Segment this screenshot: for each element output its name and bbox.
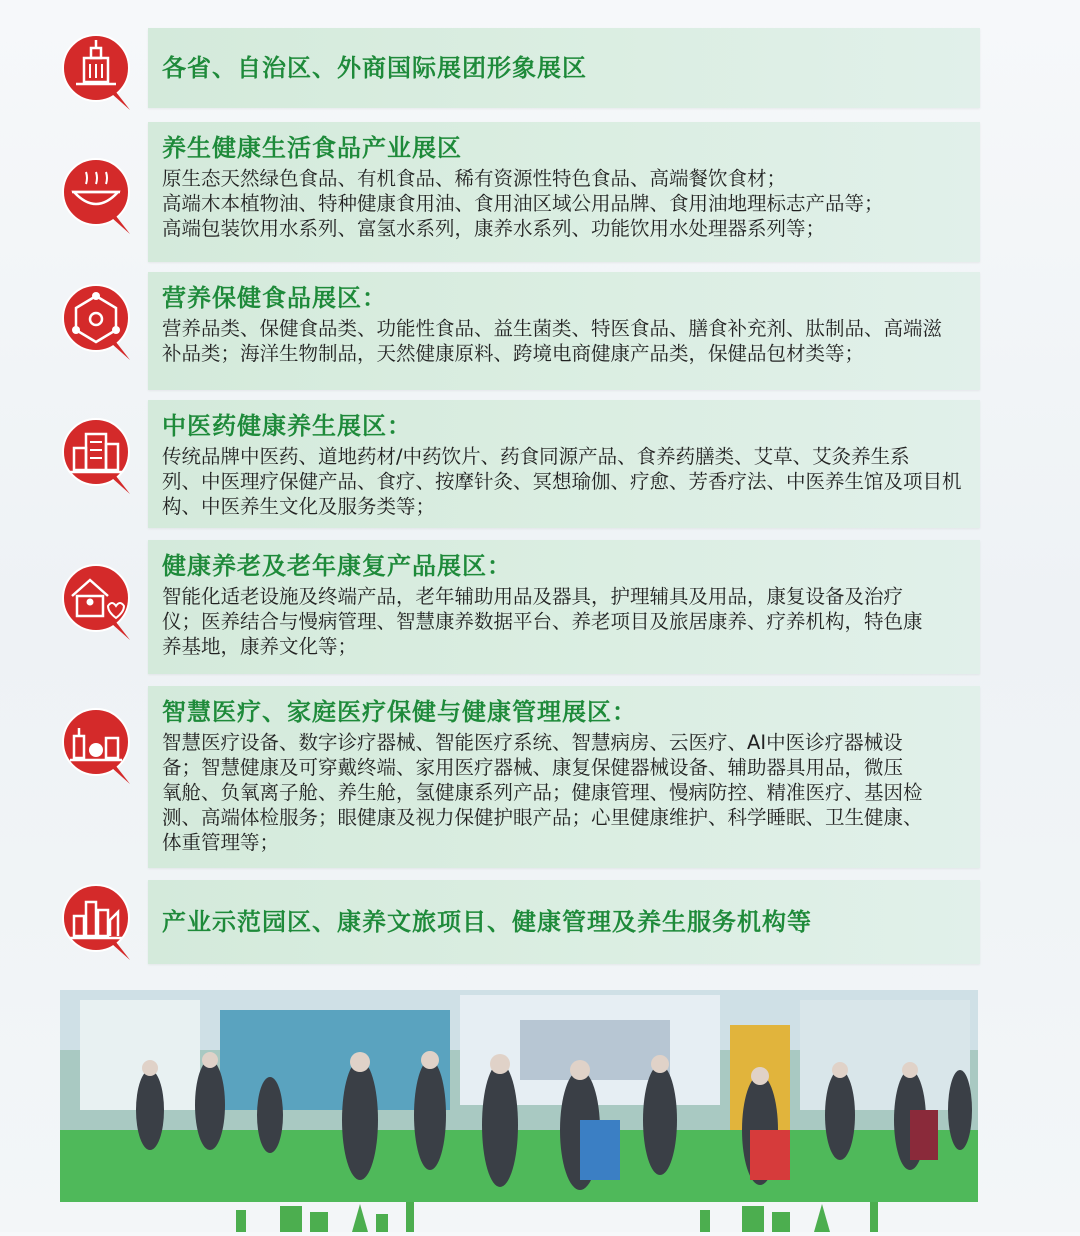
zone-6 (60, 686, 980, 868)
zone-line: 养基地，康养文化等； (162, 635, 358, 658)
medical-device-icon (60, 706, 132, 778)
zone-line: 高端包装饮用水系列、富氢水系列，康养水系列、功能饮用水处理器系列等； (162, 217, 826, 240)
zone-line: 智慧医疗设备、数字诊疗器械、智能医疗系统、智慧病房、云医疗、AI中医诊疗器械设 (162, 731, 903, 754)
zone-title: 智慧医疗、家庭医疗保健与健康管理展区： (162, 698, 637, 726)
zone-line: 氧舱、负氧离子舱、养生舱，氢健康系列产品；健康管理、慢病防控、精准医疗、基因检 (162, 781, 923, 804)
food-bowl-icon (60, 156, 132, 228)
decorative-skyline (0, 1202, 1080, 1232)
zone-line: 测、高端体检服务；眼健康及视力保健护眼产品；心里健康维护、科学睡眠、卫生健康、 (162, 806, 923, 829)
zone-7 (60, 880, 980, 964)
zone-line: 仪；医养结合与慢病管理、智慧康养数据平台、养老项目及旅居康养、疗养机构，特色康 (162, 610, 923, 633)
zone-panel (148, 540, 980, 674)
zone-line: 智能化适老设施及终端产品，老年辅助用品及器具，护理辅具及用品，康复设备及治疗 (162, 585, 904, 608)
zone-line: 备；智慧健康及可穿戴终端、家用医疗器械、康复保健器械设备、辅助器具用品，微压 (162, 756, 904, 779)
zone-line: 传统品牌中医药、道地药材/中药饮片、药食同源产品、食养药膳类、艾草、艾灸养生系 (162, 445, 910, 468)
zone-panel (148, 28, 980, 108)
exhibition-photo (60, 990, 978, 1202)
zone-2 (60, 122, 980, 262)
zone-title: 产业示范园区、康养文旅项目、健康管理及养生服务机构等 (162, 908, 812, 936)
zone-panel (148, 880, 980, 964)
zone-title: 养生健康生活食品产业展区 (162, 134, 462, 162)
zone-line: 高端木本植物油、特种健康食用油、食用油区域公用品牌、食用油地理标志产品等； (162, 192, 884, 215)
zone-panel (148, 686, 980, 868)
zone-1 (60, 28, 980, 108)
zone-panel (148, 272, 980, 390)
zone-title: 健康养老及老年康复产品展区： (162, 552, 512, 580)
elderly-home-icon (60, 562, 132, 634)
zone-4 (60, 400, 980, 528)
zone-title: 各省、自治区、外商国际展团形象展区 (162, 54, 587, 82)
molecule-icon (60, 282, 132, 354)
zone-line: 构、中医养生文化及服务类等； (162, 495, 436, 518)
buildings-icon (60, 416, 132, 488)
zone-panel (148, 400, 980, 528)
zone-line: 原生态天然绿色食品、有机食品、稀有资源性特色食品、高端餐饮食材； (162, 167, 787, 190)
zone-panel (148, 122, 980, 262)
zone-title: 中医药健康养生展区： (162, 412, 412, 440)
city-building-icon (60, 32, 132, 104)
zone-line: 营养品类、保健食品类、功能性食品、益生菌类、特医食品、膳食补充剂、肽制品、高端滋 (162, 317, 943, 340)
zone-line: 列、中医理疗保健产品、食疗、按摩针灸、冥想瑜伽、疗愈、芳香疗法、中医养生馆及项目机 (162, 470, 962, 493)
zone-5 (60, 540, 980, 674)
zone-line: 补品类；海洋生物制品，天然健康原料、跨境电商健康产品类，保健品包材类等； (162, 342, 865, 365)
zone-3 (60, 272, 980, 390)
zone-line: 体重管理等； (162, 831, 280, 854)
skyline-icon (60, 882, 132, 954)
zone-title: 营养保健食品展区： (162, 284, 387, 312)
